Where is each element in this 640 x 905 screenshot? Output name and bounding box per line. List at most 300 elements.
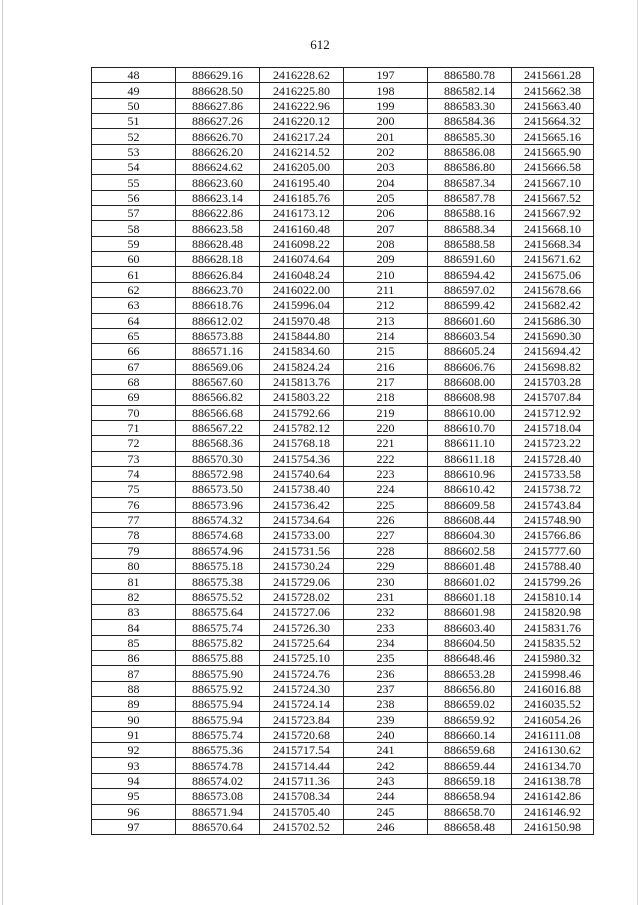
x-coordinate-left-cell: 886567.60 [176,374,260,389]
x-coordinate-left-cell: 886571.16 [176,344,260,359]
y-coordinate-right-cell: 2416035.52 [512,697,594,712]
x-coordinate-left-cell: 886626.84 [176,267,260,282]
y-coordinate-left-cell: 2415711.36 [260,773,344,788]
x-coordinate-right-cell: 886588.16 [428,206,512,221]
x-coordinate-right-cell: 886602.58 [428,543,512,558]
y-coordinate-right-cell: 2415665.16 [512,129,594,144]
y-coordinate-left-cell: 2415754.36 [260,451,344,466]
x-coordinate-right-cell: 886659.18 [428,773,512,788]
point-number-right-cell: 211 [344,282,428,297]
y-coordinate-right-cell: 2415675.06 [512,267,594,282]
table-row [92,743,594,758]
x-coordinate-left-cell: 886573.08 [176,789,260,804]
y-coordinate-right-cell: 2415831.76 [512,620,594,635]
point-number-right-cell: 207 [344,221,428,236]
x-coordinate-right-cell: 886588.34 [428,221,512,236]
y-coordinate-left-cell: 2415736.42 [260,497,344,512]
y-coordinate-right-cell: 2415682.42 [512,298,594,313]
x-coordinate-right-cell: 886611.10 [428,436,512,451]
point-number-left-cell: 84 [92,620,176,635]
table-row [92,190,594,205]
y-coordinate-left-cell: 2415731.56 [260,543,344,558]
x-coordinate-left-cell: 886626.70 [176,129,260,144]
x-coordinate-right-cell: 886648.46 [428,651,512,666]
point-number-left-cell: 63 [92,298,176,313]
x-coordinate-right-cell: 886653.28 [428,666,512,681]
x-coordinate-right-cell: 886601.02 [428,574,512,589]
point-number-right-cell: 232 [344,605,428,620]
table-row [92,528,594,543]
x-coordinate-right-cell: 886660.14 [428,727,512,742]
table-row [92,773,594,788]
x-coordinate-right-cell: 886603.40 [428,620,512,635]
point-number-left-cell: 71 [92,420,176,435]
point-number-right-cell: 226 [344,512,428,527]
table-row [92,712,594,727]
y-coordinate-left-cell: 2415996.04 [260,298,344,313]
y-coordinate-right-cell: 2415766.86 [512,528,594,543]
table-row [92,374,594,389]
y-coordinate-right-cell: 2416150.98 [512,819,594,834]
point-number-right-cell: 214 [344,328,428,343]
point-number-left-cell: 88 [92,681,176,696]
y-coordinate-left-cell: 2415728.02 [260,589,344,604]
table-row [92,635,594,650]
x-coordinate-left-cell: 886623.58 [176,221,260,236]
table-row [92,482,594,497]
x-coordinate-left-cell: 886575.90 [176,666,260,681]
x-coordinate-right-cell: 886587.78 [428,190,512,205]
x-coordinate-left-cell: 886566.82 [176,390,260,405]
x-coordinate-right-cell: 886659.02 [428,697,512,712]
point-number-left-cell: 52 [92,129,176,144]
table-row [92,313,594,328]
table-row [92,267,594,282]
y-coordinate-right-cell: 2415718.04 [512,420,594,435]
point-number-right-cell: 222 [344,451,428,466]
x-coordinate-left-cell: 886573.96 [176,497,260,512]
point-number-right-cell: 224 [344,482,428,497]
y-coordinate-left-cell: 2415717.54 [260,743,344,758]
point-number-left-cell: 75 [92,482,176,497]
table-row [92,83,594,98]
point-number-left-cell: 82 [92,589,176,604]
x-coordinate-right-cell: 886659.68 [428,743,512,758]
x-coordinate-right-cell: 886580.78 [428,68,512,83]
y-coordinate-left-cell: 2415803.22 [260,390,344,405]
x-coordinate-left-cell: 886574.02 [176,773,260,788]
x-coordinate-left-cell: 886575.94 [176,712,260,727]
table-row [92,666,594,681]
point-number-left-cell: 65 [92,328,176,343]
point-number-left-cell: 96 [92,804,176,819]
y-coordinate-left-cell: 2415725.10 [260,651,344,666]
coordinates-table-body [92,68,594,835]
y-coordinate-right-cell: 2415686.30 [512,313,594,328]
y-coordinate-left-cell: 2415702.52 [260,819,344,834]
point-number-right-cell: 225 [344,497,428,512]
y-coordinate-right-cell: 2415666.58 [512,160,594,175]
y-coordinate-left-cell: 2415813.76 [260,374,344,389]
table-row [92,543,594,558]
y-coordinate-left-cell: 2416195.40 [260,175,344,190]
table-row [92,512,594,527]
point-number-left-cell: 50 [92,98,176,113]
point-number-right-cell: 206 [344,206,428,221]
x-coordinate-left-cell: 886628.18 [176,252,260,267]
table-row [92,144,594,159]
table-row [92,405,594,420]
point-number-left-cell: 95 [92,789,176,804]
x-coordinate-right-cell: 886601.18 [428,589,512,604]
point-number-left-cell: 61 [92,267,176,282]
y-coordinate-left-cell: 2415824.24 [260,359,344,374]
coordinates-table [91,67,594,835]
point-number-right-cell: 231 [344,589,428,604]
x-coordinate-right-cell: 886604.30 [428,528,512,543]
y-coordinate-left-cell: 2415724.76 [260,666,344,681]
x-coordinate-left-cell: 886629.16 [176,68,260,83]
table-row [92,420,594,435]
y-coordinate-right-cell: 2415678.66 [512,282,594,297]
y-coordinate-right-cell: 2416142.86 [512,789,594,804]
x-coordinate-right-cell: 886658.70 [428,804,512,819]
x-coordinate-left-cell: 886628.48 [176,236,260,251]
point-number-right-cell: 215 [344,344,428,359]
y-coordinate-right-cell: 2416111.08 [512,727,594,742]
x-coordinate-right-cell: 886610.70 [428,420,512,435]
y-coordinate-left-cell: 2416205.00 [260,160,344,175]
y-coordinate-right-cell: 2415799.26 [512,574,594,589]
y-coordinate-left-cell: 2416098.22 [260,236,344,251]
scan-edge-left [2,0,3,905]
x-coordinate-left-cell: 886623.14 [176,190,260,205]
x-coordinate-left-cell: 886575.74 [176,727,260,742]
point-number-right-cell: 218 [344,390,428,405]
y-coordinate-left-cell: 2415834.60 [260,344,344,359]
y-coordinate-right-cell: 2415835.52 [512,635,594,650]
table-row [92,68,594,83]
table-row [92,175,594,190]
table-row [92,758,594,773]
y-coordinate-left-cell: 2416220.12 [260,114,344,129]
y-coordinate-right-cell: 2415703.28 [512,374,594,389]
x-coordinate-right-cell: 886658.94 [428,789,512,804]
x-coordinate-left-cell: 886570.64 [176,819,260,834]
x-coordinate-right-cell: 886597.02 [428,282,512,297]
y-coordinate-right-cell: 2415698.82 [512,359,594,374]
point-number-left-cell: 55 [92,175,176,190]
x-coordinate-left-cell: 886628.50 [176,83,260,98]
y-coordinate-left-cell: 2415768.18 [260,436,344,451]
x-coordinate-left-cell: 886566.68 [176,405,260,420]
table-row [92,605,594,620]
scan-edge-right [637,0,638,905]
y-coordinate-right-cell: 2415690.30 [512,328,594,343]
point-number-right-cell: 227 [344,528,428,543]
y-coordinate-right-cell: 2416130.62 [512,743,594,758]
x-coordinate-left-cell: 886624.62 [176,160,260,175]
table-row [92,574,594,589]
point-number-right-cell: 241 [344,743,428,758]
table-row [92,804,594,819]
point-number-right-cell: 234 [344,635,428,650]
y-coordinate-right-cell: 2415667.10 [512,175,594,190]
x-coordinate-left-cell: 886572.98 [176,466,260,481]
point-number-right-cell: 201 [344,129,428,144]
x-coordinate-right-cell: 886594.42 [428,267,512,282]
table-row [92,221,594,236]
point-number-left-cell: 69 [92,390,176,405]
x-coordinate-left-cell: 886622.86 [176,206,260,221]
point-number-left-cell: 58 [92,221,176,236]
y-coordinate-right-cell: 2415671.62 [512,252,594,267]
x-coordinate-right-cell: 886604.50 [428,635,512,650]
point-number-right-cell: 200 [344,114,428,129]
y-coordinate-right-cell: 2415810.14 [512,589,594,604]
x-coordinate-left-cell: 886623.60 [176,175,260,190]
y-coordinate-left-cell: 2415723.84 [260,712,344,727]
point-number-right-cell: 240 [344,727,428,742]
x-coordinate-left-cell: 886575.64 [176,605,260,620]
y-coordinate-left-cell: 2415733.00 [260,528,344,543]
table-row [92,466,594,481]
point-number-right-cell: 239 [344,712,428,727]
y-coordinate-left-cell: 2415724.14 [260,697,344,712]
point-number-right-cell: 237 [344,681,428,696]
point-number-right-cell: 245 [344,804,428,819]
table-row [92,497,594,512]
y-coordinate-right-cell: 2415663.40 [512,98,594,113]
y-coordinate-left-cell: 2415730.24 [260,559,344,574]
table-row [92,328,594,343]
x-coordinate-left-cell: 886568.36 [176,436,260,451]
y-coordinate-left-cell: 2416173.12 [260,206,344,221]
y-coordinate-right-cell: 2415777.60 [512,543,594,558]
x-coordinate-right-cell: 886586.80 [428,160,512,175]
y-coordinate-right-cell: 2415664.32 [512,114,594,129]
point-number-right-cell: 238 [344,697,428,712]
y-coordinate-right-cell: 2415694.42 [512,344,594,359]
point-number-left-cell: 66 [92,344,176,359]
x-coordinate-right-cell: 886583.30 [428,98,512,113]
point-number-left-cell: 89 [92,697,176,712]
y-coordinate-left-cell: 2416048.24 [260,267,344,282]
y-coordinate-left-cell: 2415714.44 [260,758,344,773]
point-number-left-cell: 93 [92,758,176,773]
y-coordinate-right-cell: 2415743.84 [512,497,594,512]
point-number-left-cell: 80 [92,559,176,574]
point-number-left-cell: 85 [92,635,176,650]
point-number-left-cell: 76 [92,497,176,512]
x-coordinate-right-cell: 886601.98 [428,605,512,620]
x-coordinate-left-cell: 886569.06 [176,359,260,374]
table-row [92,359,594,374]
point-number-left-cell: 64 [92,313,176,328]
table-row [92,559,594,574]
x-coordinate-right-cell: 886586.08 [428,144,512,159]
y-coordinate-left-cell: 2415734.64 [260,512,344,527]
y-coordinate-left-cell: 2416185.76 [260,190,344,205]
table-row [92,160,594,175]
x-coordinate-right-cell: 886659.92 [428,712,512,727]
y-coordinate-right-cell: 2416146.92 [512,804,594,819]
y-coordinate-right-cell: 2416138.78 [512,773,594,788]
y-coordinate-left-cell: 2416214.52 [260,144,344,159]
y-coordinate-right-cell: 2415665.90 [512,144,594,159]
y-coordinate-right-cell: 2416054.26 [512,712,594,727]
y-coordinate-left-cell: 2416074.64 [260,252,344,267]
x-coordinate-right-cell: 886656.80 [428,681,512,696]
point-number-right-cell: 244 [344,789,428,804]
y-coordinate-left-cell: 2416022.00 [260,282,344,297]
point-number-left-cell: 73 [92,451,176,466]
x-coordinate-right-cell: 886599.42 [428,298,512,313]
y-coordinate-left-cell: 2415738.40 [260,482,344,497]
table-row [92,819,594,834]
point-number-right-cell: 223 [344,466,428,481]
point-number-left-cell: 67 [92,359,176,374]
x-coordinate-left-cell: 886575.92 [176,681,260,696]
point-number-left-cell: 70 [92,405,176,420]
point-number-left-cell: 74 [92,466,176,481]
point-number-right-cell: 208 [344,236,428,251]
x-coordinate-left-cell: 886575.74 [176,620,260,635]
point-number-right-cell: 242 [344,758,428,773]
point-number-right-cell: 209 [344,252,428,267]
point-number-right-cell: 202 [344,144,428,159]
table-row [92,589,594,604]
x-coordinate-right-cell: 886603.54 [428,328,512,343]
x-coordinate-left-cell: 886574.96 [176,543,260,558]
x-coordinate-right-cell: 886610.96 [428,466,512,481]
point-number-right-cell: 199 [344,98,428,113]
x-coordinate-left-cell: 886627.26 [176,114,260,129]
y-coordinate-left-cell: 2415782.12 [260,420,344,435]
point-number-left-cell: 77 [92,512,176,527]
x-coordinate-left-cell: 886575.18 [176,559,260,574]
point-number-left-cell: 78 [92,528,176,543]
point-number-right-cell: 216 [344,359,428,374]
point-number-left-cell: 59 [92,236,176,251]
point-number-right-cell: 220 [344,420,428,435]
point-number-left-cell: 62 [92,282,176,297]
x-coordinate-right-cell: 886658.48 [428,819,512,834]
table-row [92,620,594,635]
x-coordinate-right-cell: 886588.58 [428,236,512,251]
y-coordinate-left-cell: 2416217.24 [260,129,344,144]
point-number-left-cell: 87 [92,666,176,681]
y-coordinate-right-cell: 2415667.92 [512,206,594,221]
point-number-right-cell: 233 [344,620,428,635]
point-number-left-cell: 97 [92,819,176,834]
y-coordinate-left-cell: 2415740.64 [260,466,344,481]
y-coordinate-left-cell: 2415970.48 [260,313,344,328]
y-coordinate-right-cell: 2416016.88 [512,681,594,696]
point-number-left-cell: 68 [92,374,176,389]
y-coordinate-right-cell: 2415738.72 [512,482,594,497]
point-number-right-cell: 213 [344,313,428,328]
x-coordinate-right-cell: 886584.36 [428,114,512,129]
x-coordinate-right-cell: 886591.60 [428,252,512,267]
y-coordinate-left-cell: 2415724.30 [260,681,344,696]
x-coordinate-left-cell: 886574.78 [176,758,260,773]
x-coordinate-left-cell: 886575.52 [176,589,260,604]
x-coordinate-right-cell: 886608.44 [428,512,512,527]
y-coordinate-right-cell: 2415980.32 [512,651,594,666]
point-number-left-cell: 90 [92,712,176,727]
point-number-right-cell: 205 [344,190,428,205]
x-coordinate-left-cell: 886575.38 [176,574,260,589]
x-coordinate-left-cell: 886567.22 [176,420,260,435]
point-number-right-cell: 236 [344,666,428,681]
table-row [92,98,594,113]
x-coordinate-left-cell: 886573.88 [176,328,260,343]
table-row [92,206,594,221]
x-coordinate-right-cell: 886587.34 [428,175,512,190]
y-coordinate-left-cell: 2416222.96 [260,98,344,113]
point-number-left-cell: 81 [92,574,176,589]
x-coordinate-right-cell: 886608.98 [428,390,512,405]
x-coordinate-right-cell: 886606.76 [428,359,512,374]
y-coordinate-left-cell: 2416225.80 [260,83,344,98]
table-row [92,789,594,804]
y-coordinate-right-cell: 2415788.40 [512,559,594,574]
y-coordinate-right-cell: 2415661.28 [512,68,594,83]
point-number-right-cell: 197 [344,68,428,83]
x-coordinate-left-cell: 886571.94 [176,804,260,819]
y-coordinate-right-cell: 2415707.84 [512,390,594,405]
y-coordinate-left-cell: 2415844.80 [260,328,344,343]
y-coordinate-left-cell: 2415708.34 [260,789,344,804]
y-coordinate-left-cell: 2415705.40 [260,804,344,819]
x-coordinate-right-cell: 886601.48 [428,559,512,574]
table-row [92,114,594,129]
table-row [92,651,594,666]
y-coordinate-left-cell: 2416228.62 [260,68,344,83]
y-coordinate-right-cell: 2415668.34 [512,236,594,251]
x-coordinate-left-cell: 886575.36 [176,743,260,758]
point-number-right-cell: 217 [344,374,428,389]
x-coordinate-right-cell: 886610.00 [428,405,512,420]
point-number-left-cell: 54 [92,160,176,175]
point-number-right-cell: 204 [344,175,428,190]
point-number-left-cell: 56 [92,190,176,205]
point-number-right-cell: 219 [344,405,428,420]
y-coordinate-left-cell: 2416160.48 [260,221,344,236]
y-coordinate-right-cell: 2415723.22 [512,436,594,451]
point-number-left-cell: 49 [92,83,176,98]
x-coordinate-left-cell: 886574.68 [176,528,260,543]
x-coordinate-left-cell: 886574.32 [176,512,260,527]
x-coordinate-right-cell: 886605.24 [428,344,512,359]
point-number-right-cell: 246 [344,819,428,834]
table-row [92,451,594,466]
y-coordinate-right-cell: 2415748.90 [512,512,594,527]
point-number-left-cell: 86 [92,651,176,666]
y-coordinate-right-cell: 2416134.70 [512,758,594,773]
x-coordinate-right-cell: 886585.30 [428,129,512,144]
point-number-left-cell: 79 [92,543,176,558]
x-coordinate-left-cell: 886626.20 [176,144,260,159]
point-number-right-cell: 198 [344,83,428,98]
point-number-right-cell: 229 [344,559,428,574]
x-coordinate-left-cell: 886575.94 [176,697,260,712]
y-coordinate-left-cell: 2415792.66 [260,405,344,420]
point-number-left-cell: 72 [92,436,176,451]
table-row [92,390,594,405]
x-coordinate-left-cell: 886627.86 [176,98,260,113]
